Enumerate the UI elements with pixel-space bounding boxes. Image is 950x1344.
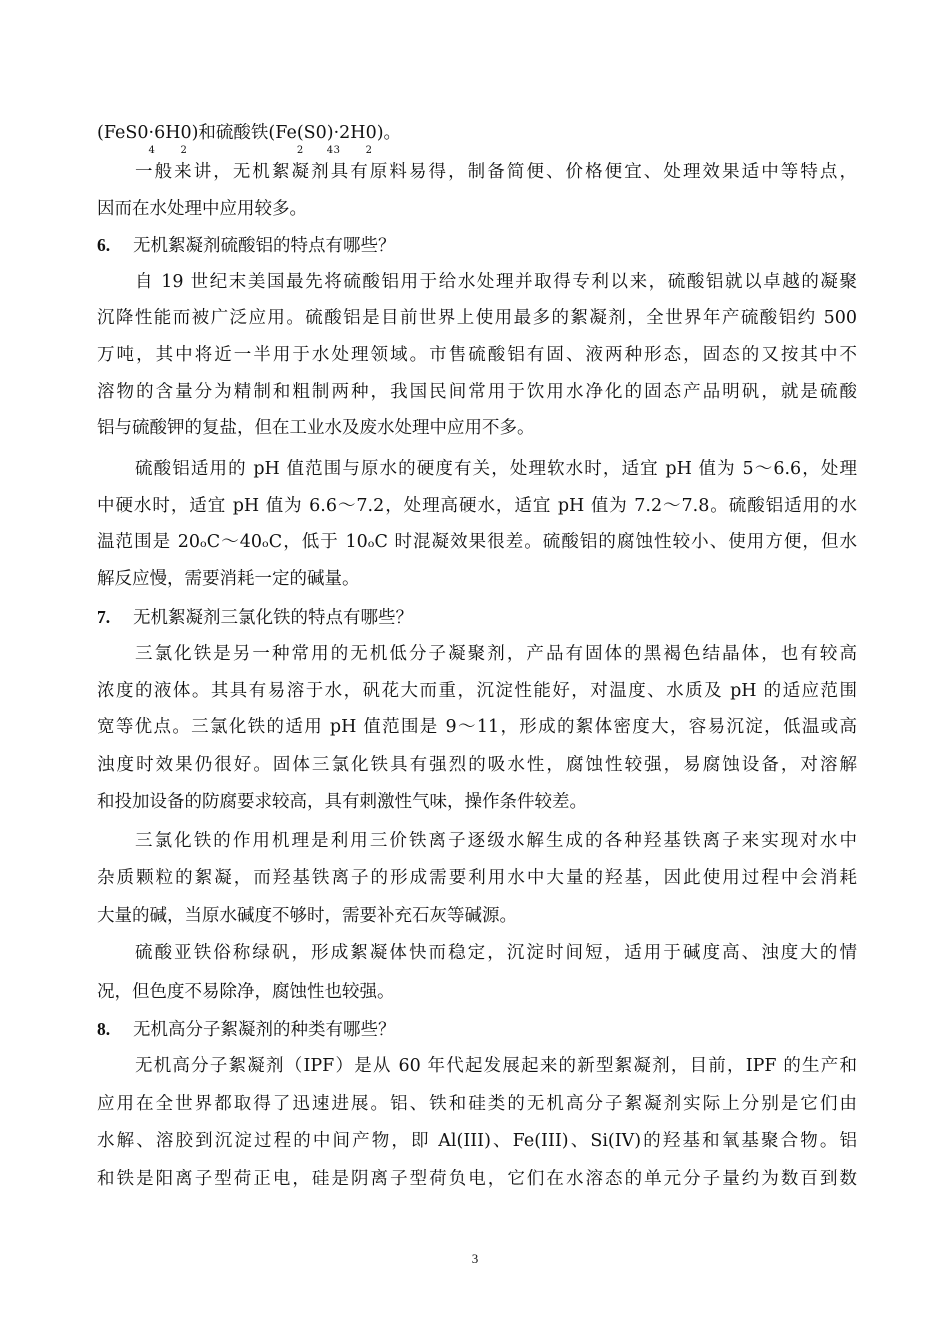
body-text-line: 浓度的液体。其具有易溶于水，矾花大而重，沉淀性能好，对温度、水质及 pH 的适应范围 [97,681,857,701]
section-number: 8. [97,1019,111,1039]
section-heading-8 [97,1017,396,1042]
body-text-line: 三氯化铁是另一种常用的无机低分子凝聚剂，产品有固体的黑褐色结晶体，也有较高 [135,644,857,664]
body-text-line: 况，但色度不易除净，腐蚀性也较强。 [97,982,395,1002]
body-text-line: 万吨，其中将近一半用于水处理领域。市售硫酸铝有固、液两种形态，固态的又按其中不 [97,345,857,365]
body-text-line: 自 19 世纪末美国最先将硫酸铝用于给水处理并取得专利以来，硫酸铝就以卓越的凝聚 [135,272,857,292]
chemical-formula-line: (FeS04·6H20)和硫酸铁(Fe2(S04)3·2H20)。 [97,123,402,156]
section-heading-6 [97,233,396,258]
section-title: 无机絮凝剂三氯化铁的特点有哪些？ [133,608,413,628]
body-text-line: 和铁是阳离子型荷正电，硅是阴离子型荷负电，它们在水溶态的单元分子量约为数百到数 [97,1169,857,1189]
body-text-line: 应用在全世界都取得了迅速进展。铝、铁和硅类的无机高分子絮凝剂实际上分别是它们由 [97,1094,857,1114]
body-text-line: 浊度时效果仍很好。固体三氯化铁具有强烈的吸水性，腐蚀性较强，易腐蚀设备，对溶解 [97,755,857,775]
section-title: 无机絮凝剂硫酸铝的特点有哪些？ [133,236,396,256]
body-text-line: 因而在水处理中应用较多。 [97,199,307,219]
body-text-line: 大量的碱，当原水碱度不够时，需要补充石灰等碱源。 [97,906,517,926]
body-text-line: 温范围是 20ₒC～40ₒC，低于 10ₒC 时混凝效果很差。硫酸铝的腐蚀性较小、使用方便，但水 [97,532,857,552]
body-text-line: 无机高分子絮凝剂（IPF）是从 60 年代起发展起来的新型絮凝剂，目前，IPF 的生产和 [135,1056,857,1076]
body-text-line: 三氯化铁的作用机理是利用三价铁离子逐级水解生成的各种羟基铁离子来实现对水中 [135,831,857,851]
section-heading-7 [97,605,413,630]
page-number: 3 [471,1251,479,1266]
body-text-line: 解反应慢，需要消耗一定的碱量。 [97,569,360,589]
body-text-line: 铝与硫酸钾的复盐，但在工业水及废水处理中应用不多。 [97,418,535,438]
body-text-line: 一般来讲，无机絮凝剂具有原料易得，制备简便、价格便宜、处理效果适中等特点， [135,162,857,182]
body-text-line: 和投加设备的防腐要求较高，具有刺激性气味，操作条件较差。 [97,792,587,812]
body-text-line: 宽等优点。三氯化铁的适用 pH 值范围是 9～11，形成的絮体密度大，容易沉淀，低温或高 [97,717,857,737]
body-text-line: 硫酸铝适用的 pH 值范围与原水的硬度有关，处理软水时，适宜 pH 值为 5～6.6，处理 [135,459,857,479]
body-text-line: 沉降性能而被广泛应用。硫酸铝是目前世界上使用最多的絮凝剂，全世界年产硫酸铝约 500 [97,308,857,328]
body-text-line: 中硬水时，适宜 pH 值为 6.6～7.2，处理高硬水，适宜 pH 值为 7.2～7.8。硫酸铝适用的水 [97,496,857,516]
body-text-line: 杂质颗粒的絮凝，而羟基铁离子的形成需要利用水中大量的羟基，因此使用过程中会消耗 [97,868,857,888]
body-text-line: 硫酸亚铁俗称绿矾，形成絮凝体快而稳定，沉淀时间短，适用于碱度高、浊度大的情 [135,943,857,963]
section-number: 6. [97,235,111,255]
body-text-line: 水解、溶胶到沉淀过程的中间产物，即 Al(III)、Fe(III)、Si(IV)的羟基和氧基聚合物。铝 [97,1131,857,1151]
section-title: 无机高分子絮凝剂的种类有哪些？ [133,1020,396,1040]
body-text-line: 溶物的含量分为精制和粗制两种，我国民间常用于饮用水净化的固态产品明矾，就是硫酸 [97,382,857,402]
section-number: 7. [97,607,111,627]
